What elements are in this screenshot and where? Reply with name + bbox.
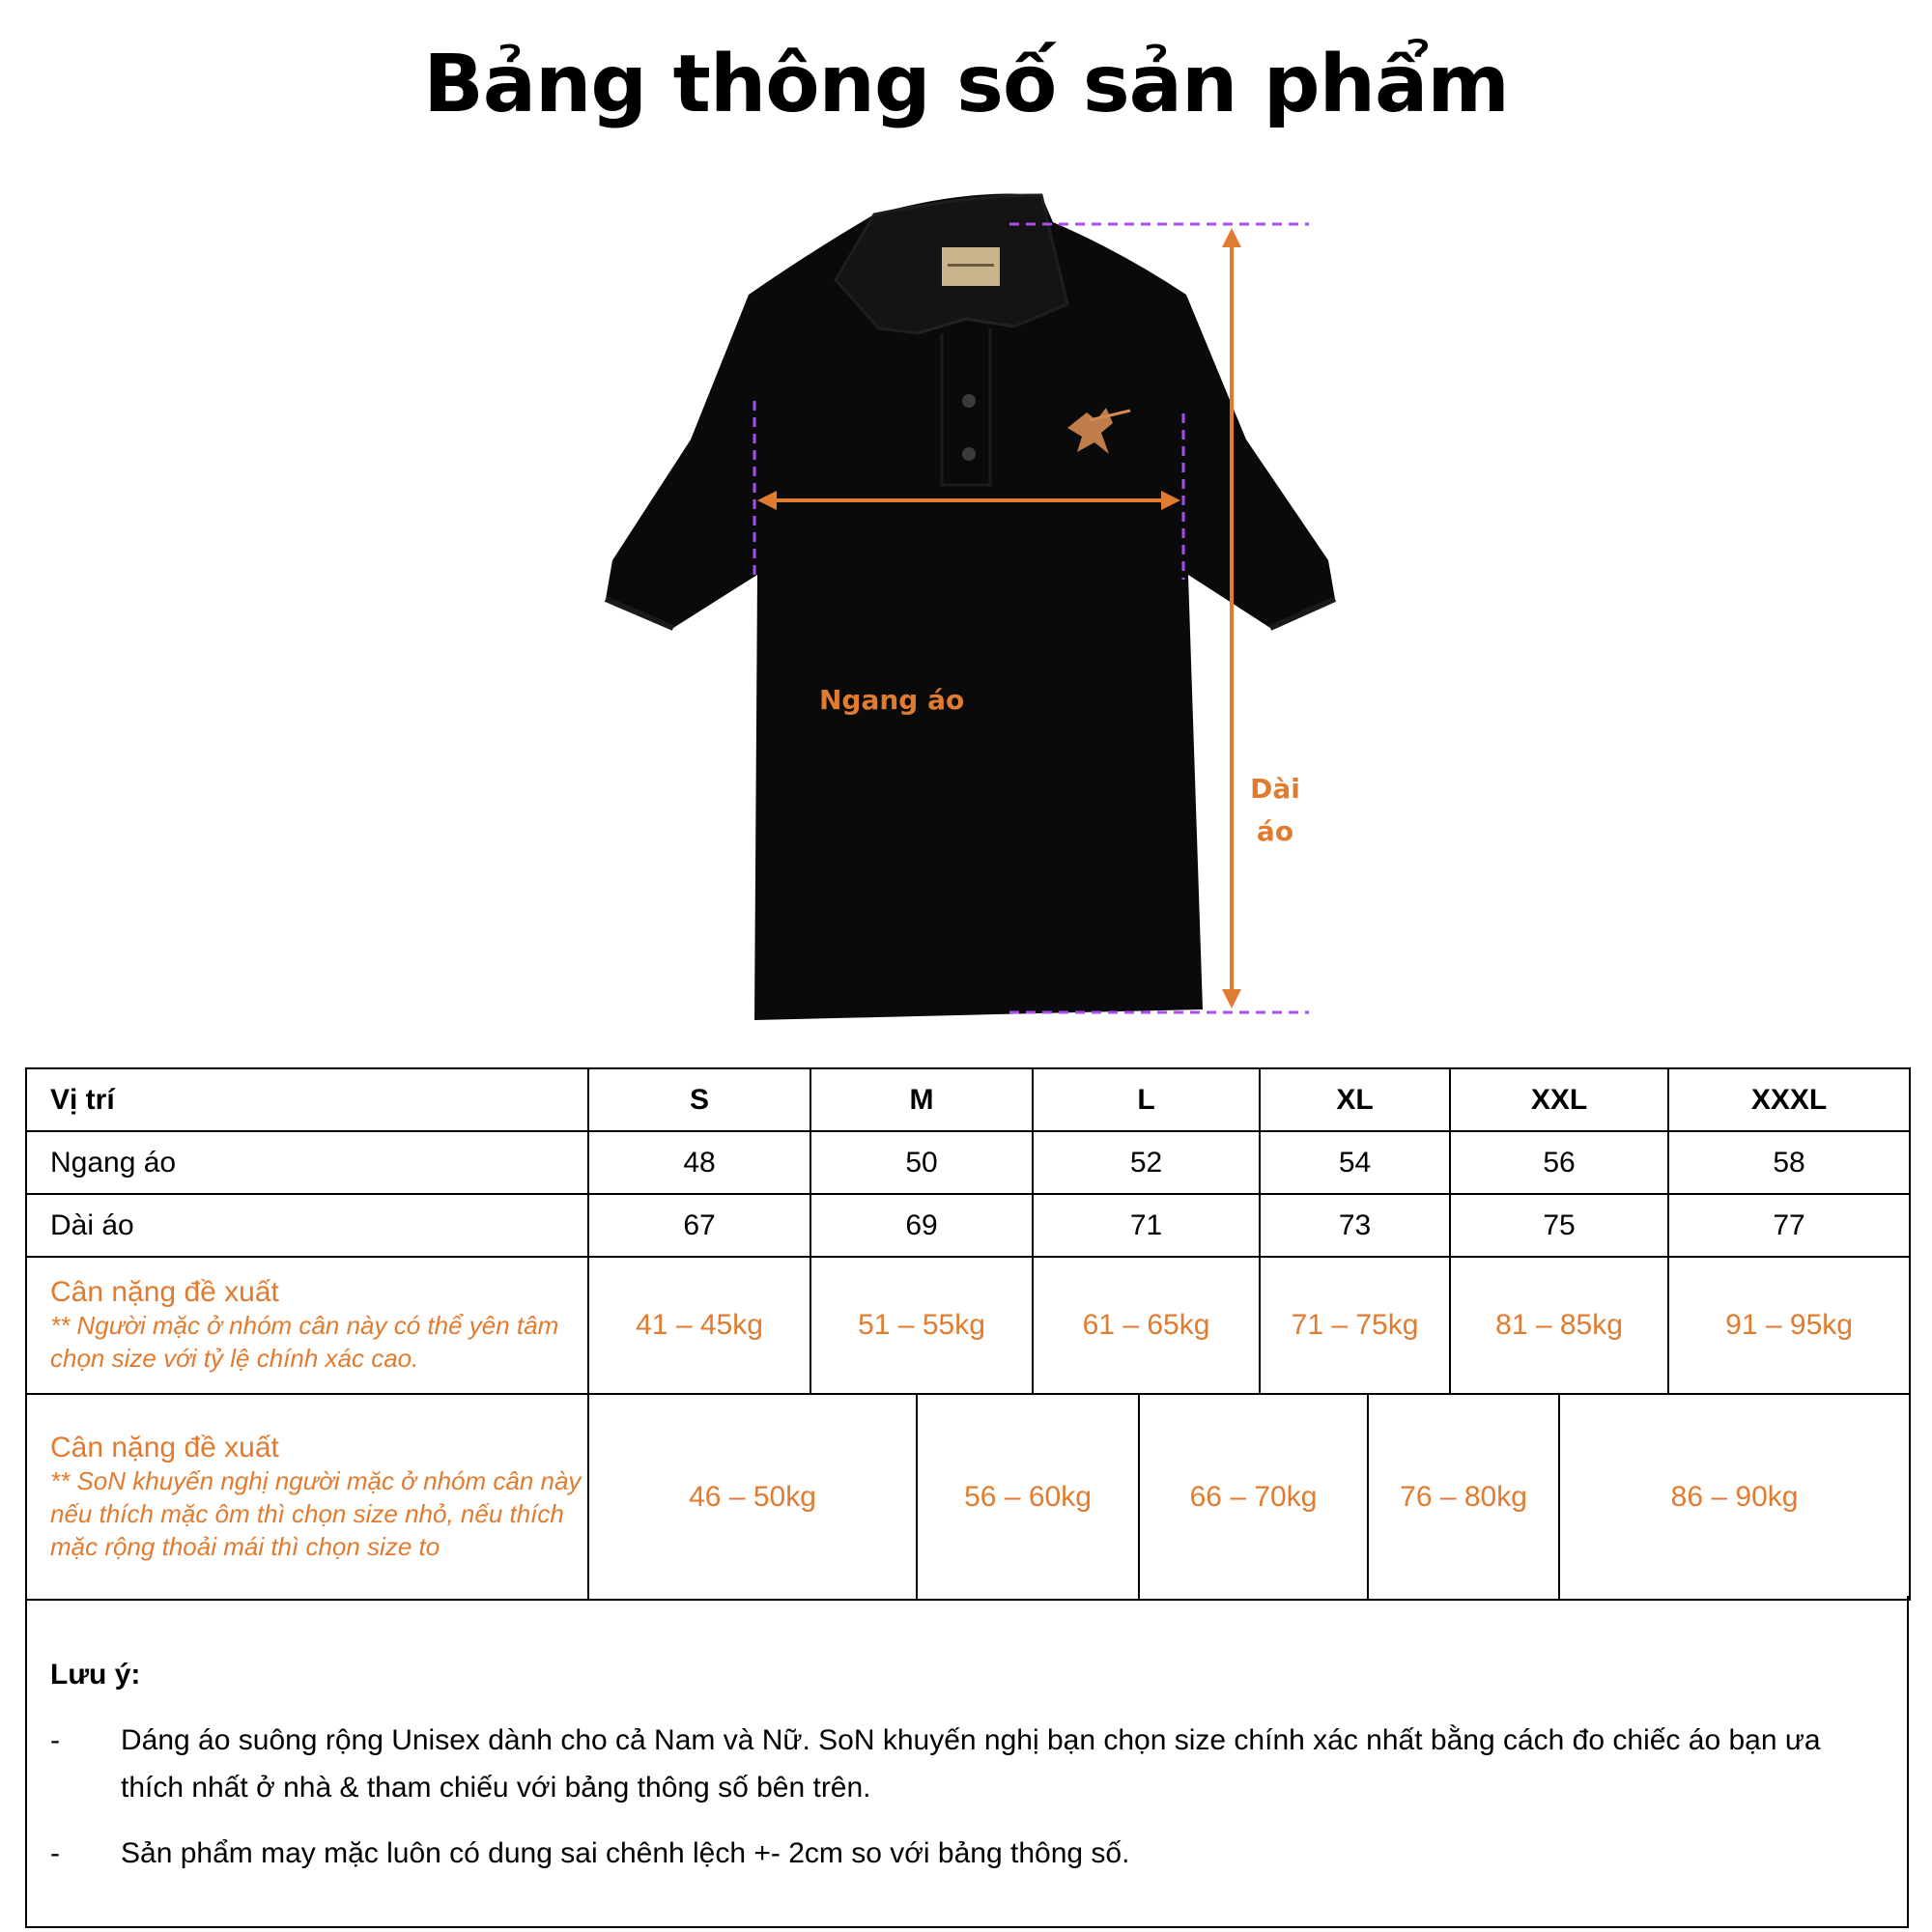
- header-size: S: [588, 1068, 810, 1131]
- length-label: [1246, 768, 1304, 853]
- note-item: [50, 1830, 1886, 1877]
- page-title: Bảng thông số sản phẩm: [423, 39, 1509, 130]
- weight-label-cell: [26, 1257, 588, 1394]
- size-table: [25, 1067, 1911, 1601]
- polo-shirt-diagram: [0, 174, 1932, 1024]
- table-cell: 67: [588, 1194, 810, 1257]
- table-header-row: [26, 1068, 1910, 1131]
- table-cell: 77: [1668, 1194, 1910, 1257]
- bullet-dash: -: [50, 1837, 60, 1869]
- notes-title: Lưu ý:: [50, 1659, 141, 1690]
- weight-title: Cân nặng đề xuất: [50, 1431, 279, 1463]
- weight-cell: 51 – 55kg: [810, 1257, 1033, 1394]
- header-size: L: [1033, 1068, 1260, 1131]
- weight-title: Cân nặng đề xuất: [50, 1276, 279, 1308]
- bullet-dash: -: [50, 1724, 60, 1756]
- table-row-weight-between: [26, 1394, 1910, 1600]
- header-size: M: [810, 1068, 1033, 1131]
- row-label: Ngang áo: [26, 1131, 588, 1194]
- table-cell: 54: [1260, 1131, 1450, 1194]
- table-row-length: [26, 1194, 1910, 1257]
- weight-note: ** SoN khuyến nghị người mặc ở nhóm cân này nếu thích mặc ôm thì chọn size nhỏ, nếu thích mặc rộng thoải mái thì chọn size to: [50, 1465, 582, 1561]
- table-cell: 50: [810, 1131, 1033, 1194]
- table-row-width: [26, 1131, 1910, 1194]
- table-cell: 58: [1668, 1131, 1910, 1194]
- header-size: XL: [1260, 1068, 1450, 1131]
- length-label-line2: áo: [1256, 815, 1294, 847]
- table-cell: 71: [1033, 1194, 1260, 1257]
- weight-cell: 91 – 95kg: [1668, 1257, 1910, 1394]
- weight-cell: 46 – 50kg: [588, 1394, 917, 1600]
- length-label-line1: Dài: [1250, 773, 1300, 805]
- width-label: Ngang áo: [819, 684, 965, 716]
- note-text: Sản phẩm may mặc luôn có dung sai chênh lệch +- 2cm so với bảng thông số.: [121, 1837, 1130, 1869]
- shirt-measurement-figure: [0, 174, 1932, 1024]
- weight-note: ** Người mặc ở nhóm cân này có thể yên tâm chọn size với tỷ lệ chính xác cao.: [50, 1311, 559, 1373]
- note-text: Dáng áo suông rộng Unisex dành cho cả Nam và Nữ. SoN khuyến nghị bạn chọn size chính xác nhất bằng cách đo chiếc áo bạn ưa thích nhất ở nhà & tham chiếu với bảng thông số bên trên.: [121, 1724, 1821, 1804]
- notes-box: [25, 1596, 1909, 1928]
- header-position: Vị trí: [26, 1068, 588, 1131]
- weight-cell: 56 – 60kg: [917, 1394, 1139, 1600]
- weight-cell: 61 – 65kg: [1033, 1257, 1260, 1394]
- weight-cell: 66 – 70kg: [1139, 1394, 1368, 1600]
- weight-cell: 41 – 45kg: [588, 1257, 810, 1394]
- table-cell: 52: [1033, 1131, 1260, 1194]
- weight-cell: 71 – 75kg: [1260, 1257, 1450, 1394]
- table-cell: 56: [1450, 1131, 1668, 1194]
- weight-cell: 86 – 90kg: [1559, 1394, 1910, 1600]
- table-cell: 75: [1450, 1194, 1668, 1257]
- table-row-weight-exact: [26, 1257, 1910, 1394]
- row-label: Dài áo: [26, 1194, 588, 1257]
- header-size: XXXL: [1668, 1068, 1910, 1131]
- table-cell: 69: [810, 1194, 1033, 1257]
- table-cell: 73: [1260, 1194, 1450, 1257]
- weight-cell: 76 – 80kg: [1368, 1394, 1559, 1600]
- table-cell: 48: [588, 1131, 810, 1194]
- header-size: XXL: [1450, 1068, 1668, 1131]
- weight-cell: 81 – 85kg: [1450, 1257, 1668, 1394]
- weight-label-cell: [26, 1394, 588, 1600]
- note-item: [50, 1717, 1886, 1811]
